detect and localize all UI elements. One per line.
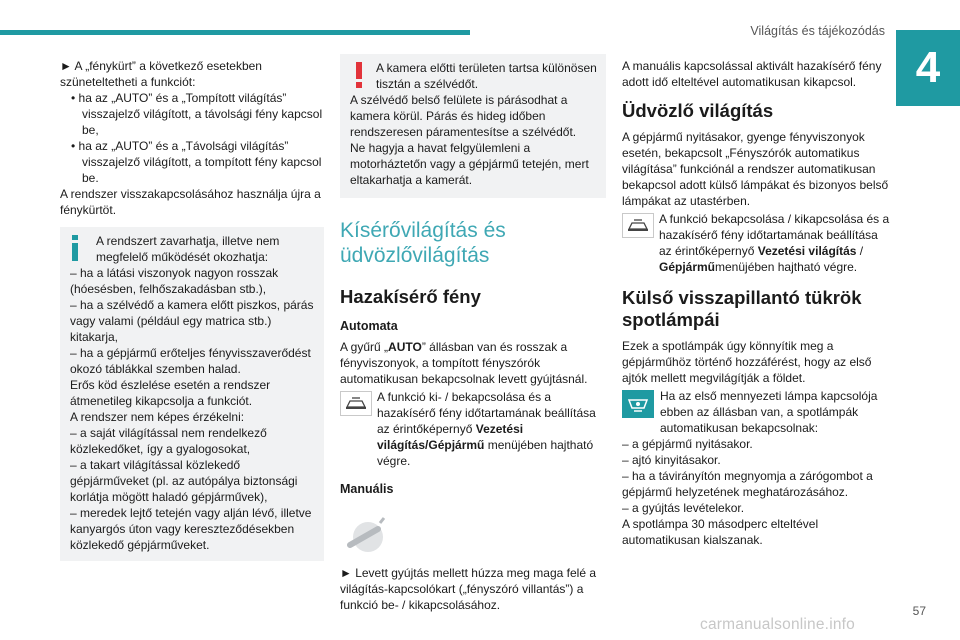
heading-automatic: Automata bbox=[340, 319, 398, 333]
paragraph-mirror-end: A spotlámpa 30 másodperc elteltével automatikusan kialszanak. bbox=[622, 517, 819, 547]
paragraph-welcome: A gépjármű nyitásakor, gyenge fényviszonyok esetén, bekapcsolt „Fényszórók automatikus világítása” funkciónál a rendszer automatikusan bekapcsol adott külső lámpákat és bizonyos belső lámpákat az utastérben. bbox=[622, 130, 889, 208]
note-line: – ha a látási viszonyok nagyon rosszak (hóesésben, felhőszakadásban stb.), bbox=[70, 266, 279, 296]
paragraph-automatic: A gyűrű „AUTO” állásban van és rosszak a fényviszonyok, a tompított fényszórók automatikusan bekapcsolnak levett gyújtásnál. bbox=[340, 340, 588, 386]
list-item: • ha az „AUTO” és a „Távolsági világítás” visszajelző világított, a tompított fény kapcsol be. bbox=[71, 139, 322, 185]
column-1 bbox=[60, 58, 324, 561]
list-item: – ha a távirányítón megnyomja a zárógombot a gépjármű helyzetének meghatározásához. bbox=[622, 469, 873, 499]
note-line: – ha a gépjármű erőteljes fényvisszaverődést okozó táblákkal szemben halad. bbox=[70, 346, 311, 376]
paragraph-welcome-setting: A funkció bekapcsolása / kikapcsolása és a hazakísérő fény időtartamának beállítása az érintőképernyő Vezetési világítás / Gépjárműmenüjében hajtható végre. bbox=[659, 212, 890, 274]
touchscreen-setting-line bbox=[340, 389, 606, 469]
paragraph-setting: A funkció ki- / bekapcsolása és a hazakísérő fény időtartamának beállítása az érintőképernyő Vezetési világítás/Gépjármű menüjében hajtható végre. bbox=[377, 390, 596, 468]
warning-icon bbox=[350, 62, 368, 92]
column-2 bbox=[340, 54, 606, 613]
heading-manual: Manuális bbox=[340, 482, 394, 496]
warning-first-line: A kamera előtti területen tartsa különösen tisztán a szélvédőt. bbox=[376, 61, 597, 91]
courtesy-lamp-icon bbox=[622, 390, 654, 418]
chapter-badge: 4 bbox=[896, 30, 960, 106]
note-line: – a takart világítással közlekedő gépjárműveket (pl. az autópálya biztonsági korlátja mögött haladó gépjárművek), bbox=[70, 458, 298, 504]
heading-welcome-light: Üdvözlő világítás bbox=[622, 100, 774, 121]
list-item: – a gépjármű nyitásakor. bbox=[622, 437, 753, 451]
watermark-text: carmanualsonline.info bbox=[700, 616, 855, 633]
lighting-stalk-illustration bbox=[340, 515, 606, 555]
section-title: Kísérővilágítás és üdvözlővilágítás bbox=[340, 219, 506, 267]
paragraph-reset: A rendszer visszakapcsolásához használja újra a fénykürtöt. bbox=[60, 187, 321, 217]
welcome-setting-line bbox=[622, 211, 890, 275]
list-item: – ajtó kinyitásakor. bbox=[622, 453, 721, 467]
vehicle-lighting-icon bbox=[622, 213, 654, 238]
vehicle-lighting-icon bbox=[340, 391, 372, 416]
list-item: – a gyújtás levételekor. bbox=[622, 501, 745, 515]
paragraph-manual-delay: A manuális kapcsolással aktivált hazakísérő fény adott idő elteltével automatikusan kikapcsol. bbox=[622, 59, 882, 89]
note-line: A rendszer nem képes érzékelni: bbox=[70, 410, 245, 424]
note-line: – a saját világítással nem rendelkező közlekedőket, így a gyalogosokat, bbox=[70, 426, 267, 456]
info-note bbox=[60, 227, 324, 561]
warning-text: A szélvédő belső felülete is párásodhat a kamera körül. Párás és hideg időben rendszeresen páramentesítse a szélvédőt. Ne hagyja a havat felgyülemleni a motorháztetőn vagy a gépjármű tetején, mert eltakarhatja a kamerát. bbox=[350, 93, 589, 187]
note-first-line: A rendszert zavarhatja, illetve nem megfelelő működését okozhatja: bbox=[96, 234, 280, 264]
info-icon bbox=[70, 235, 88, 265]
heading-home-light: Hazakísérő fény bbox=[340, 286, 481, 307]
page-number: 57 bbox=[912, 604, 926, 618]
courtesy-lamp-line bbox=[622, 388, 890, 436]
paragraph-manual: ► Levett gyújtás mellett húzza meg maga felé a világítás-kapcsolókart („fényszóró villantás”) a funkció be- / kikapcsolásához. bbox=[340, 566, 597, 612]
column-3 bbox=[622, 58, 890, 548]
paragraph-courtesy-lamp: Ha az első mennyezeti lámpa kapcsolója ebben az állásban van, a spotlámpák automatikusan bekapcsolnak: bbox=[660, 389, 878, 435]
warning-note bbox=[340, 54, 606, 198]
note-line: – ha a szélvédő a kamera előtt piszkos, párás vagy valami (például egy matrica stb.) kitakarja, bbox=[70, 298, 314, 344]
paragraph-mirror: Ezek a spotlámpák úgy könnyítik meg a gépjárműhöz történő hozzáférést, hogy az első ajtók mellett megvilágítják a földet. bbox=[622, 339, 872, 385]
note-line: Erős köd észlelése esetén a rendszer átmenetileg kikapcsolja a funkciót. bbox=[70, 378, 271, 408]
note-line: – meredek lejtő tetején vagy alján lévő, illetve kanyargós úton vagy kereszteződésekben közlekedő gépjárműveket. bbox=[70, 506, 312, 552]
heading-mirror-spotlights: Külső visszapillantó tükrök spotlámpái bbox=[622, 287, 862, 330]
header-accent-bar bbox=[0, 30, 470, 35]
paragraph-intro: ► A „fénykürt” a következő esetekben szüneteltetheti a funkciót: bbox=[60, 59, 262, 89]
list-item: • ha az „AUTO” és a „Tompított világítás” visszajelző világított, a távolsági fény kapcsol be, bbox=[71, 91, 323, 137]
page-header-title: Világítás és tájékozódás bbox=[750, 24, 885, 38]
